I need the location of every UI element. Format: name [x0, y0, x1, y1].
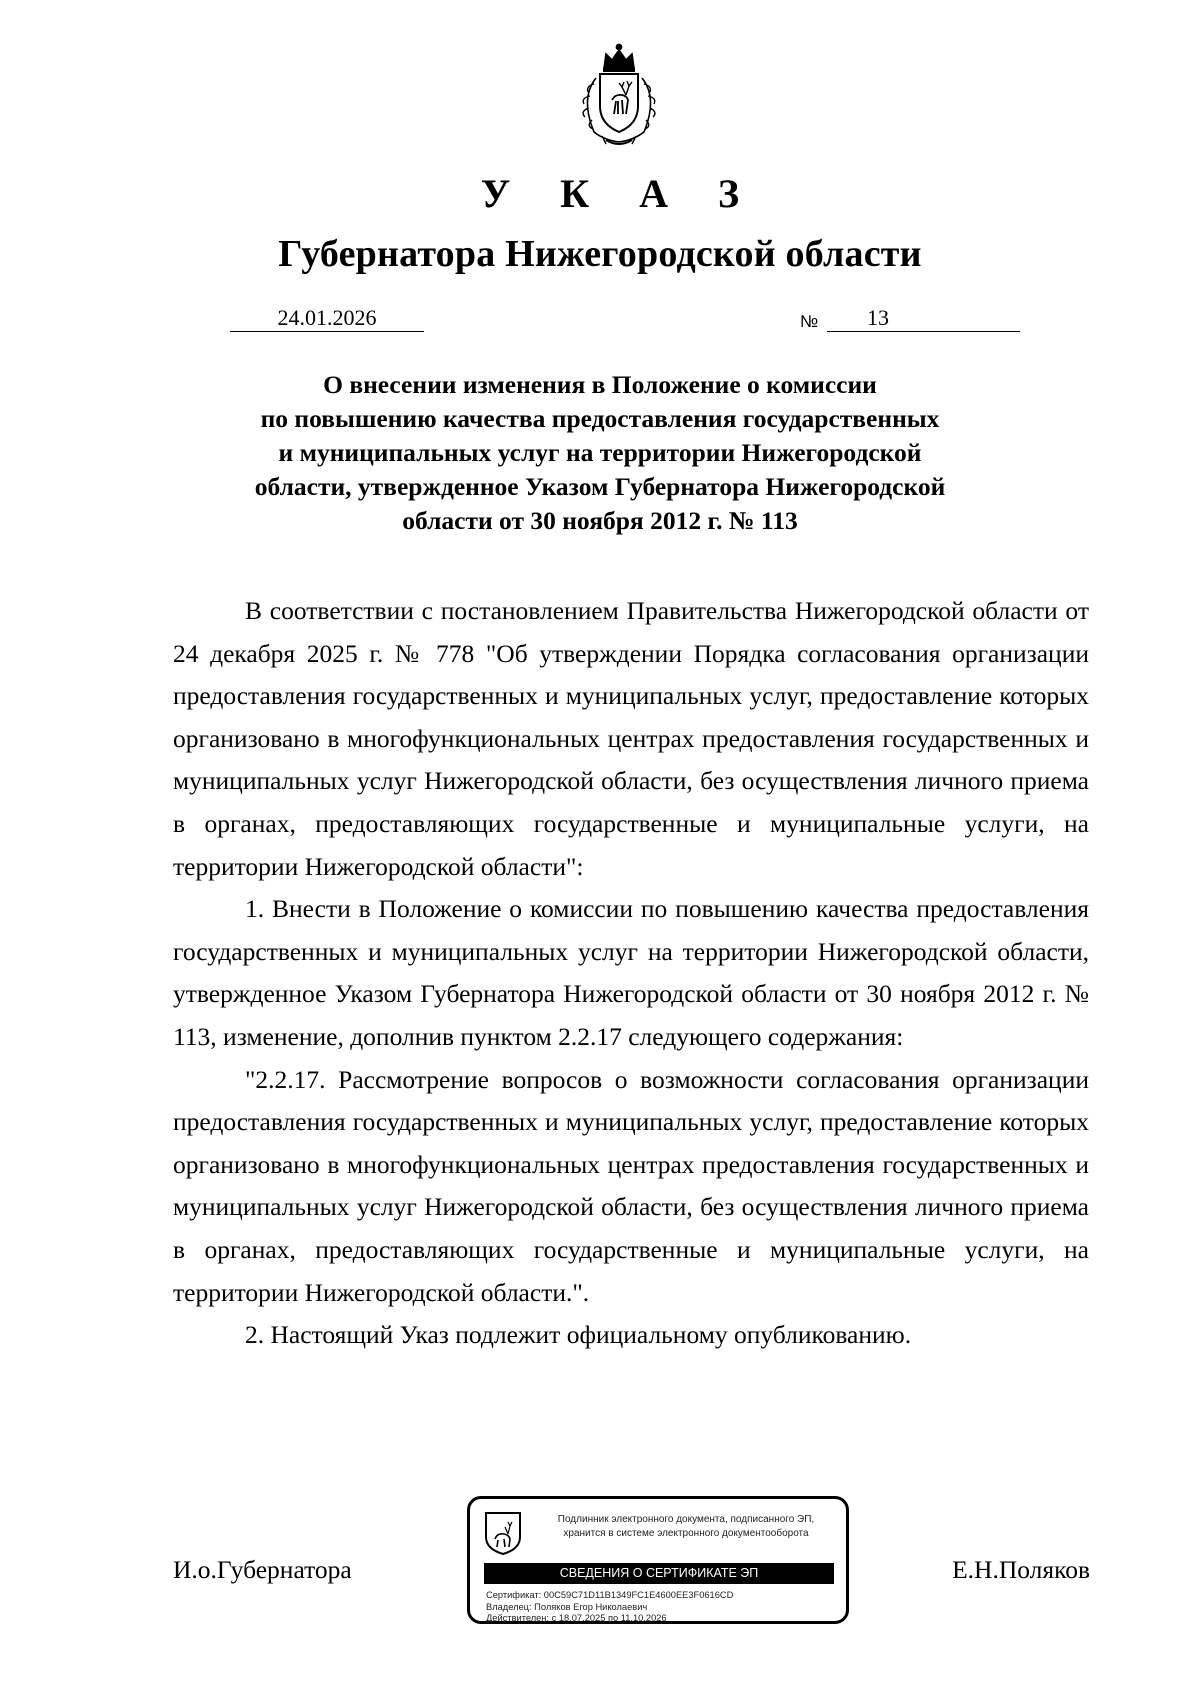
coat-of-arms-icon — [566, 40, 672, 148]
certificate-owner: Владелец: Поляков Егор Николаевич — [486, 1601, 648, 1612]
e-signature-stamp — [467, 1496, 849, 1624]
document-subject — [200, 368, 1000, 538]
issuer-heading: Губернатора Нижегородской области — [278, 233, 922, 275]
stamp-note — [536, 1513, 836, 1541]
document-number: 13 — [867, 305, 889, 330]
document-body — [173, 590, 1089, 1357]
quoted-clause-paragraph: "2.2.17. Рассмотрение вопросов о возможности согласования организации предоставления государственных и муниципальных услуг, предоставление которых организовано в многофункциональных центрах предоставления государственных и муниципальных услуг Нижегородской области, без осуществления личного приема в органах, предоставляющих государственные и муниципальные услуги, на территории Нижегородской области.". — [173, 1064, 1089, 1307]
stamp-note-line: Подлинник электронного документа, подписанного ЭП, — [557, 1514, 815, 1525]
certificate-serial: Сертификат: 00C59C71D11B1349FC1E4600EE3F0616CD — [486, 1590, 734, 1600]
document-number-field — [827, 305, 1020, 332]
certificate-validity: Действителен: с 18.07.2025 по 11.10.2026 — [486, 1613, 667, 1623]
clause-2-paragraph: 2. Настоящий Указ подлежит официальному опубликованию. — [245, 1320, 912, 1350]
signatory-name: Е.Н.Поляков — [952, 1555, 1090, 1584]
subject-line: по повышению качества предоставления государственных — [260, 404, 940, 433]
certificate-details — [486, 1590, 733, 1625]
subject-line: области, утвержденное Указом Губернатора Нижегородской — [254, 472, 946, 501]
document-type-heading: У К А З — [480, 171, 760, 216]
region-emblem-icon — [484, 1511, 522, 1555]
preamble-paragraph: В соответствии с постановлением Правительства Нижегородской области от 24 декабря 2025 г. № 778 "Об утверждении Порядка согласования организации предоставления государственных и муниципальных услуг, предоставление которых организовано в многофункциональных центрах предоставления государственных и муниципальных услуг Нижегородской области, без осуществления личного приема в органах, предоставляющих государственные и муниципальные услуги, на территории Нижегородской области": — [173, 596, 1089, 881]
subject-line: О внесении изменения в Положение о комиссии — [323, 370, 877, 399]
clause-1-paragraph: 1. Внести в Положение о комиссии по повышению качества предоставления государственных и муниципальных услуг на территории Нижегородской области, утвержденное Указом Губернатора Нижегородской области от 30 ноября 2012 г. № 113, изменение, дополнив пунктом 2.2.17 следующего содержания: — [173, 894, 1089, 1051]
subject-line: и муниципальных услуг на территории Нижегородской — [278, 438, 922, 467]
subject-line: области от 30 ноября 2012 г. № 113 — [402, 506, 798, 535]
signatory-position: И.о.Губернатора — [173, 1555, 352, 1584]
certificate-heading: СВЕДЕНИЯ О СЕРТИФИКАТЕ ЭП — [484, 1563, 834, 1584]
stamp-note-line: хранится в системе электронного документооборота — [563, 1528, 809, 1539]
document-date: 24.01.2026 — [230, 305, 424, 332]
number-label: № — [800, 312, 819, 331]
